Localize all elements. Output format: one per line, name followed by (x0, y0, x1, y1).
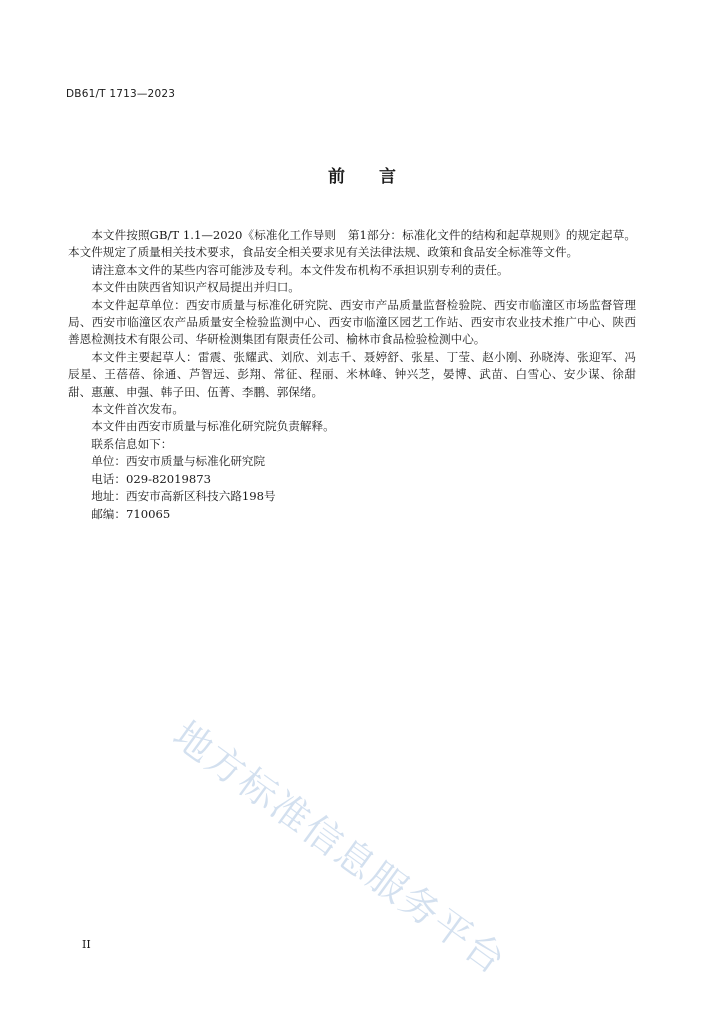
paragraph-drafting-units: 本文件起草单位：西安市质量与标准化研究院、西安市产品质量监督检验院、西安市临潼区市场监督管理局、西安市临潼区农产品质量安全检验监测中心、西安市临潼区园艺工作站、西安市农业技术推广中心、陕西善恩检测技术有限公司、华研检测集团有限责任公司、榆林市食品检验检测中心。 (68, 297, 636, 347)
contact-unit: 单位：西安市质量与标准化研究院 (91, 454, 266, 469)
paragraph-drafters: 本文件主要起草人：雷震、张耀武、刘欣、刘志千、聂婷舒、张星、丁莹、赵小刚、孙晓涛、张迎军、冯辰星、王蓓蓓、徐通、芦智远、彭翔、常征、程丽、米林峰、钟兴芝，晏博、武苗、白雪心、安少谋、徐甜甜、惠蕙、申强、韩子田、伍菁、李鹏、郭保绪。 (68, 349, 636, 399)
paragraph-patent-notice: 请注意本文件的某些内容可能涉及专利。本文件发布机构不承担识别专利的责任。 (91, 262, 509, 277)
contact-postcode: 邮编：710065 (91, 506, 171, 521)
page-number: II (82, 938, 91, 951)
page-title: 前言 (328, 167, 430, 187)
paragraph-drafting-rules: 本文件按照GB/T 1.1—2020《标准化工作导则 第1部分：标准化文件的结构和起草规则》的规定起草。本文件规定了质量相关技术要求，食品安全相关要求见有关法律法规、政策和食品安全标准等文件。 (68, 228, 636, 260)
paragraph-first-release: 本文件首次发布。 (91, 402, 184, 417)
paragraph-interpretation: 本文件由西安市质量与标准化研究院负责解释。 (91, 419, 335, 434)
paragraph-contact-intro: 联系信息如下： (91, 436, 173, 451)
contact-phone: 电话：029-82019873 (91, 471, 212, 486)
watermark: 地方标准信息服务平台 (165, 712, 515, 984)
contact-address: 地址：西安市高新区科技六路198号 (91, 489, 276, 504)
paragraph-proposer: 本文件由陕西省知识产权局提出并归口。 (91, 280, 300, 295)
document-body (68, 227, 636, 523)
standard-code: DB61/T 1713—2023 (66, 88, 176, 100)
